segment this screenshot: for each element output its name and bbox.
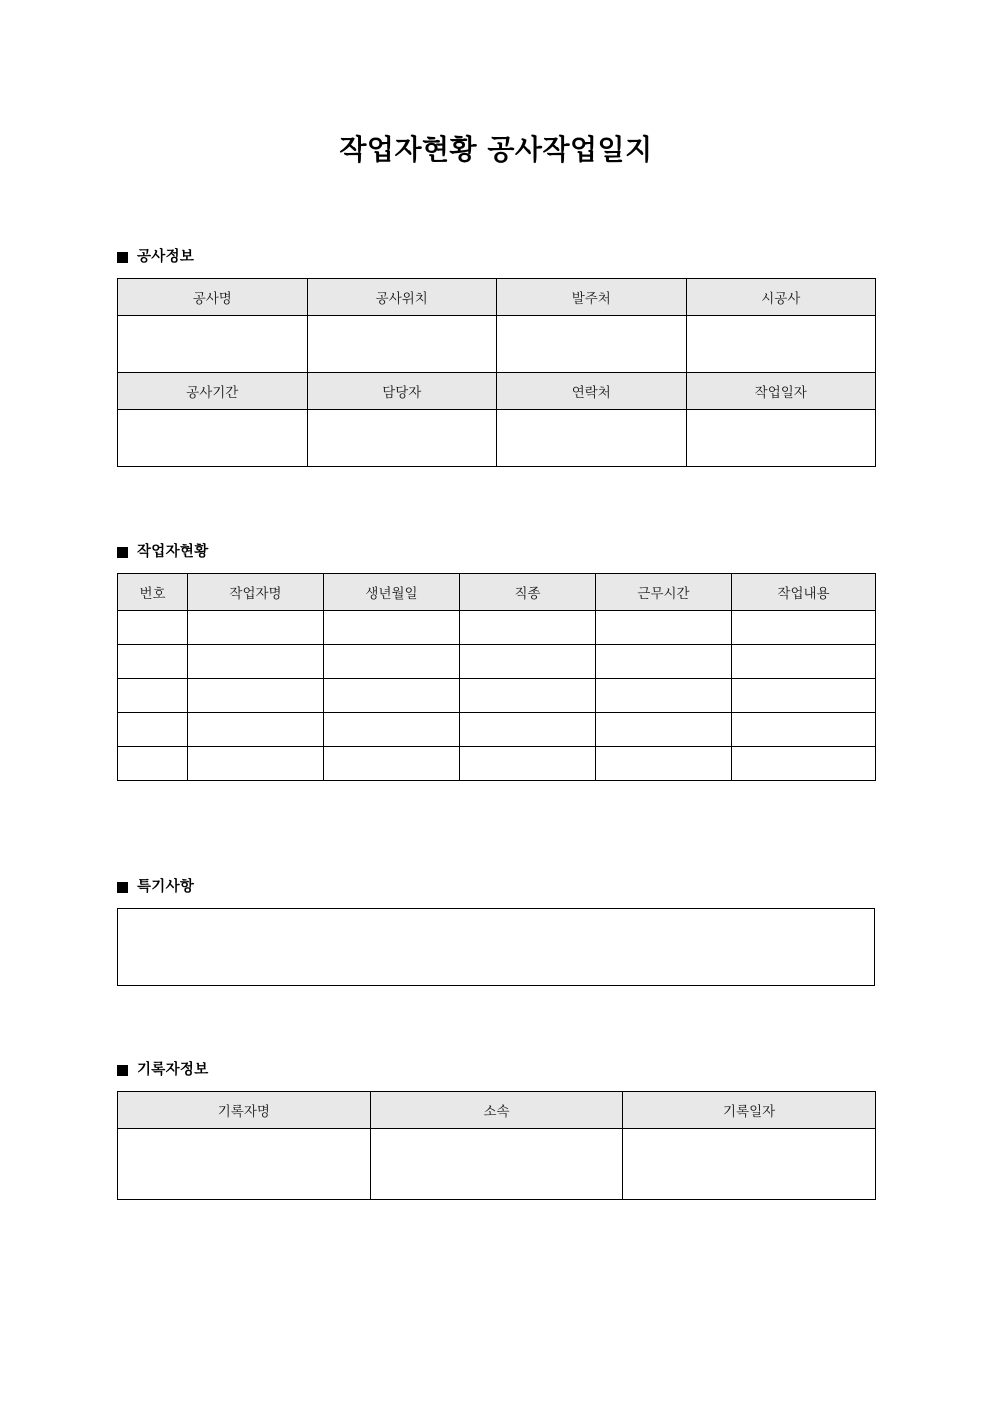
column-header-work-hours: 근무시간 bbox=[596, 574, 732, 611]
column-header-job-type: 직종 bbox=[460, 574, 596, 611]
section-heading-recorder-info bbox=[117, 1061, 875, 1079]
section-heading-label: 특기사항 bbox=[137, 878, 195, 895]
special-notes-textarea[interactable] bbox=[117, 908, 875, 986]
section-heading-label: 기록자정보 bbox=[137, 1061, 209, 1078]
page-title: 작업자현황 공사작업일지 bbox=[339, 133, 653, 166]
cell-work-content[interactable] bbox=[732, 611, 876, 645]
column-header-work-content: 작업내용 bbox=[732, 574, 876, 611]
cell-worker-name[interactable] bbox=[188, 713, 324, 747]
cell-birth-date[interactable] bbox=[324, 713, 460, 747]
bullet-square-icon bbox=[117, 252, 128, 263]
table-header-row bbox=[118, 373, 876, 410]
cell-job-type[interactable] bbox=[460, 713, 596, 747]
cell-worker-name[interactable] bbox=[188, 611, 324, 645]
cell-job-type[interactable] bbox=[460, 611, 596, 645]
cell-worker-name[interactable] bbox=[188, 645, 324, 679]
cell-number[interactable] bbox=[118, 747, 188, 781]
table-header-row bbox=[118, 279, 876, 316]
section-worker-status bbox=[117, 543, 875, 781]
cell-birth-date[interactable] bbox=[324, 679, 460, 713]
cell-number[interactable] bbox=[118, 713, 188, 747]
cell-work-content[interactable] bbox=[732, 679, 876, 713]
section-heading-construction-info bbox=[117, 248, 875, 266]
cell-worker-name[interactable] bbox=[188, 747, 324, 781]
column-header-recorder-name: 기록자명 bbox=[118, 1092, 371, 1129]
column-header-affiliation: 소속 bbox=[370, 1092, 623, 1129]
table-row bbox=[118, 645, 876, 679]
bullet-square-icon bbox=[117, 1065, 128, 1076]
cell-work-hours[interactable] bbox=[596, 611, 732, 645]
section-special-notes bbox=[117, 878, 875, 986]
field-recorder-name[interactable] bbox=[118, 1129, 371, 1200]
cell-work-content[interactable] bbox=[732, 747, 876, 781]
field-contractor[interactable] bbox=[686, 316, 876, 373]
table-row bbox=[118, 713, 876, 747]
field-client[interactable] bbox=[497, 316, 687, 373]
column-header-contractor: 시공사 bbox=[686, 279, 876, 316]
field-project-location[interactable] bbox=[307, 316, 497, 373]
field-contact[interactable] bbox=[497, 410, 687, 467]
column-header-worker-name: 작업자명 bbox=[188, 574, 324, 611]
table-worker-status bbox=[117, 573, 876, 781]
cell-work-hours[interactable] bbox=[596, 747, 732, 781]
field-affiliation[interactable] bbox=[370, 1129, 623, 1200]
column-header-contact: 연락처 bbox=[497, 373, 687, 410]
cell-work-content[interactable] bbox=[732, 645, 876, 679]
column-header-project-location: 공사위치 bbox=[307, 279, 497, 316]
column-header-manager: 담당자 bbox=[307, 373, 497, 410]
table-header-row bbox=[118, 1092, 876, 1129]
cell-number[interactable] bbox=[118, 611, 188, 645]
cell-worker-name[interactable] bbox=[188, 679, 324, 713]
table-row bbox=[118, 611, 876, 645]
table-header-row bbox=[118, 574, 876, 611]
table-row bbox=[118, 1129, 876, 1200]
cell-work-hours[interactable] bbox=[596, 713, 732, 747]
column-header-project-period: 공사기간 bbox=[118, 373, 308, 410]
cell-birth-date[interactable] bbox=[324, 645, 460, 679]
cell-work-content[interactable] bbox=[732, 713, 876, 747]
cell-birth-date[interactable] bbox=[324, 747, 460, 781]
column-header-work-date: 작업일자 bbox=[686, 373, 876, 410]
column-header-birth-date: 생년월일 bbox=[324, 574, 460, 611]
section-heading-label: 공사정보 bbox=[137, 248, 195, 265]
field-record-date[interactable] bbox=[623, 1129, 876, 1200]
column-header-client: 발주처 bbox=[497, 279, 687, 316]
section-heading-worker-status bbox=[117, 543, 875, 561]
column-header-record-date: 기록일자 bbox=[623, 1092, 876, 1129]
cell-number[interactable] bbox=[118, 679, 188, 713]
table-construction-info bbox=[117, 278, 876, 467]
column-header-number: 번호 bbox=[118, 574, 188, 611]
cell-work-hours[interactable] bbox=[596, 645, 732, 679]
table-row bbox=[118, 679, 876, 713]
section-heading-label: 작업자현황 bbox=[137, 543, 209, 560]
cell-number[interactable] bbox=[118, 645, 188, 679]
section-recorder-info bbox=[117, 1061, 875, 1200]
table-row bbox=[118, 316, 876, 373]
bullet-square-icon bbox=[117, 882, 128, 893]
column-header-project-name: 공사명 bbox=[118, 279, 308, 316]
table-row bbox=[118, 747, 876, 781]
cell-job-type[interactable] bbox=[460, 747, 596, 781]
cell-job-type[interactable] bbox=[460, 679, 596, 713]
table-row bbox=[118, 410, 876, 467]
field-project-name[interactable] bbox=[118, 316, 308, 373]
table-recorder-info bbox=[117, 1091, 876, 1200]
bullet-square-icon bbox=[117, 547, 128, 558]
cell-work-hours[interactable] bbox=[596, 679, 732, 713]
cell-job-type[interactable] bbox=[460, 645, 596, 679]
cell-birth-date[interactable] bbox=[324, 611, 460, 645]
field-manager[interactable] bbox=[307, 410, 497, 467]
section-construction-info bbox=[117, 248, 875, 467]
field-project-period[interactable] bbox=[118, 410, 308, 467]
field-work-date[interactable] bbox=[686, 410, 876, 467]
section-heading-special-notes bbox=[117, 878, 875, 896]
